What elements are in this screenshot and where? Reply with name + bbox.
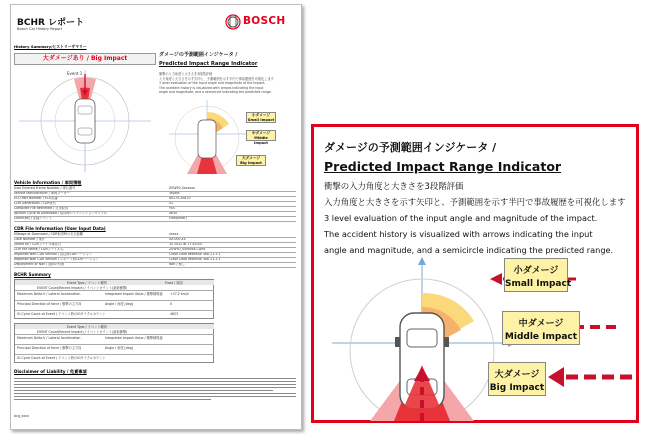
cdr-row-value: Non / 無し [169,262,185,266]
middle-impact-label-en: Middle Impact [504,332,578,342]
page-indicator-diagram [167,98,299,176]
page-desc-2: 3 level evaluation of the input angle and magnitude of the impact. [159,81,266,85]
cdr-row-value: Crash Data Retrieval Tool 21.3.1 [169,252,221,256]
vehicle-row-value: ZVW50-0xxxxxx [169,186,196,190]
page-indicator-title-jp: ダメージの予測範囲インジケータ / [159,52,238,58]
cdr-row-value: xxxxx [169,232,179,236]
middle-impact-label [502,311,580,345]
bchr-row: IG Cycle Count at Event / イベント時のIGサイクルカウント [17,356,106,360]
big-impact-label-en: Big Impact [489,383,545,393]
bchr-head-value: Front / 前面 [165,280,183,285]
cdr-row-label: Deployment or Non / 展開の有無 [14,262,65,266]
bchr-row-value: +37.2 km/h [170,292,189,296]
big-impact-label-jp: 大ダメージ [494,370,540,380]
vehicle-row-value: YES [169,206,175,210]
bchr-section-title: BCHR Summary [14,272,51,277]
cdr-row-label: Saved on / CDRファイル保存日 [14,242,62,246]
bosch-logo [225,13,295,31]
page-desc-0: 衝撃の入力角度と大きさを3段階評価 [159,72,213,76]
bchr-row: Maximum Delta-V / Lateral Acceleration [17,292,81,296]
report-page [10,4,302,430]
report-subtitle: Bosch Car History Report [17,27,63,31]
vehicle-row-value: V2 [169,201,174,205]
bchr-row: Principal Direction of force / 衝撃の主方向 [17,302,82,306]
cdr-row-label: Reported with CDR version / レポート時CDRバージョン [14,257,99,261]
panel-line-3: The accident history is visualized with arrows indicating the input [324,229,593,239]
page-middle-label-jp: 中ダメージ [252,131,270,135]
bchr-row-value: 4623 [170,312,179,316]
middle-impact-label-jp: 中ダメージ [518,319,564,329]
vehicle-row-value: Toyota [169,191,180,195]
page-small-label-en: Small Impact [247,118,275,122]
bchr-row: EVENT Count(Recent Impact) / イベントカウント(最新衝撃) [37,286,128,290]
vehicle-section-title: Vehicle Information / 車両情報 [14,180,82,185]
cdr-row-value: 35 2022 at 17:54:44 [169,242,202,246]
bchr-head: Event Type / イベント種別 [67,280,107,285]
vehicle-row-value: 4630 [169,211,178,215]
big-impact-label [488,362,546,396]
panel-line-4: angle and magnitude, and a semicircle indicating the predicted range. [324,245,614,255]
page-small-label-jp: 小ダメージ [252,113,270,117]
panel-title-en: Predicted Impact Range Indicator [324,159,562,174]
bchr-head: Event Type / イベント種別 [67,324,107,329]
page-middle-label [246,130,276,145]
report-title: BCHR レポート [17,18,85,28]
page-middle-label-en: Middle Impact [254,136,268,145]
bchr-row: EVENT Count(Recent Impact) / イベントカウント(最新衝撃) [37,330,128,334]
vehicle-row-label: Cover(ed) / 記録イベント [14,216,53,220]
event-diagram [14,66,156,176]
bchr-row: Integrated Impact Value / 衝撃積算値 [105,336,163,340]
vehicle-row-label: Complete File Retrieved / 完全取得 [14,206,68,210]
disclaimer-text [14,376,296,410]
bosch-wordmark: BOSCH [243,15,286,27]
panel-line-2: 3 level evaluation of the input angle and magnitude of the impact. [324,213,598,223]
page-small-label [246,112,276,123]
bchr-row-value: 0 [170,302,173,306]
page-desc-4: angle and magnitude, and a semicircle indicating the predicted range. [159,90,272,94]
cdr-row-label: Imported with CDR version / 読込時CDRバージョン [14,252,93,256]
cdr-section-title: CDR File Information (User Input Data) [14,226,106,231]
bchr-row: Integrated Impact Value / 衝撃積算値 [105,292,163,296]
panel-line-1: 入力角度と大きさを示す矢印と、予測範囲を示す半円で事故履歴を可視化します [324,197,626,207]
page-desc-3: The accident history is visualized with arrows indicating the input [159,85,264,90]
vehicle-row-label: ECU Part Number / ECU品番 [14,196,58,200]
panel-line-0: 衝撃の入力角度と大きさを3段階評価 [324,181,464,191]
bchr-row: Angle / 角度 [deg] [105,302,134,306]
vehicle-row-value: 89170-2B470 [169,196,191,200]
small-impact-label [504,258,572,292]
panel-title-jp: ダメージの予測範囲インジケータ / [324,141,497,154]
cdr-row-value: Crash Data Retrieval Tool 21.3.1 [169,257,221,261]
page-big-label-jp: 大ダメージ [242,156,260,160]
small-impact-label-en: Small Impact [505,279,572,289]
page-big-label-en: Big Impact [240,161,262,165]
cdr-row-value: XX-000-XX [169,237,186,241]
bchr-row: Angle / 角度 [deg] [105,346,134,350]
vehicle-row-label: CDR Generation / CDR世代 [14,201,57,205]
cdr-row-value: ZVW50_0xxxxxx.CDRx [169,247,206,251]
vehicle-row-value: Front(Rear) [169,216,187,220]
bchr-table-1 [14,279,214,319]
cdr-row-label: Case Number / 案件 [14,237,46,241]
bchr-row: Maximum Delta-V / Lateral Acceleration [17,336,81,340]
bosch-armature-icon [225,14,241,30]
disclaimer-title: Disclaimer of Liability / 免責事項 [14,369,87,374]
vehicle-row-label: Vehicle Manufacturer / 車両メーカー [14,191,70,195]
bchr-row: IG Cycle Count at Event / イベント時のIGサイクルカウント [17,312,106,316]
impact-banner-box [14,53,156,65]
small-impact-label-jp: 小ダメージ [513,266,559,276]
vehicle-row-label: User Entered Frame Number / 車台番号 [14,186,76,190]
report-footer: bcg_xxxx [14,414,29,418]
bchr-row: Principal Direction of force / 衝撃の主方向 [17,346,82,350]
vehicle-row-label: Ignition Cycle at Download / 取得時のイグニッションサイクル [14,211,107,215]
bchr-table-2 [14,323,214,363]
page-desc-1: 入力角度と大きさを示す矢印と、予測範囲を示す半円で事故履歴を可視化します [159,76,274,81]
cdr-row-label: Mileage at Download / CDR取得時の走行距離 [14,232,83,236]
history-summary-heading: History Summary/ヒストリーサマリー [14,44,87,49]
panel-indicator-diagram [314,255,636,421]
page-indicator-title-en: Predicted Impact Range Indicator [159,61,258,67]
event-label: Event 1 [67,71,83,76]
indicator-zoom-panel [311,124,639,423]
page-big-label [236,155,266,166]
impact-banner: 大ダメージあり / Big Impact [42,55,128,62]
cdr-row-label: CDR File Name / CDRファイル名 [14,247,64,251]
car-icon [75,99,95,143]
